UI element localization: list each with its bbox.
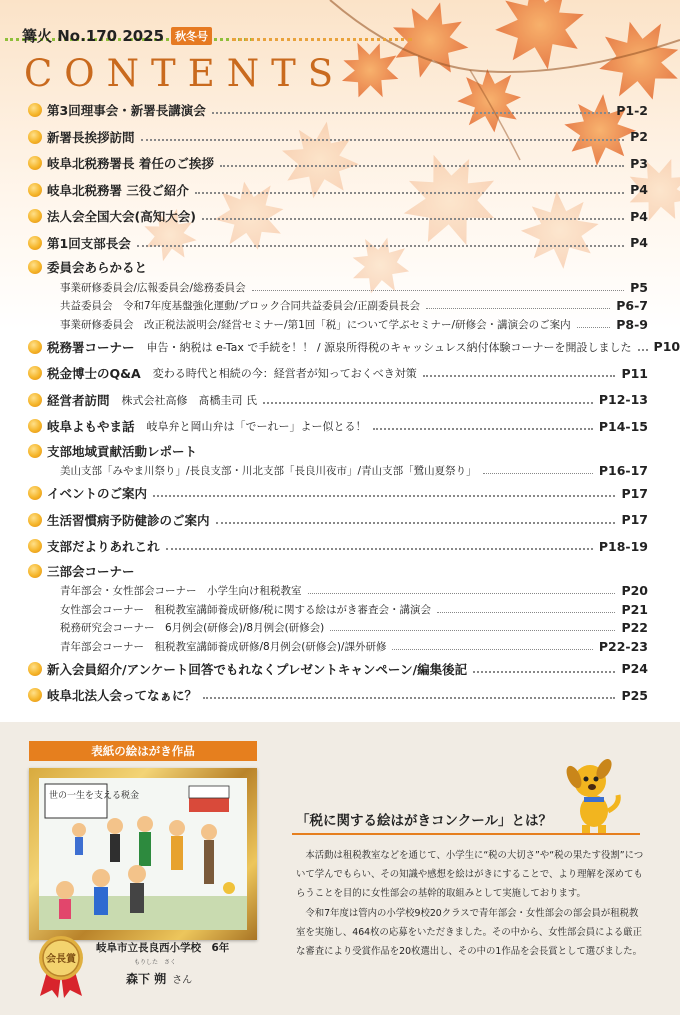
toc-entry[interactable] — [28, 124, 648, 151]
toc-subentry[interactable] — [28, 582, 648, 601]
bullet-icon — [28, 130, 42, 144]
toc-entry[interactable] — [28, 560, 648, 582]
toc-subentry-page: P5 — [630, 279, 648, 295]
toc-entry-page: P24 — [621, 661, 648, 677]
dot-leader — [263, 402, 593, 404]
toc-entry-title: 支部地域貢献活動レポート — [47, 443, 198, 459]
dot-leader — [577, 327, 611, 328]
children-drawing-illustration — [39, 778, 247, 930]
contents-title: CONTENTS — [24, 52, 346, 95]
cover-heading: 表紙の絵はがき作品 — [29, 741, 257, 761]
season-badge: 秋冬号 — [171, 27, 212, 45]
toc-entry-title: 支部だよりあれこれ — [47, 539, 160, 555]
toc-entry-title: 岐阜北法人会ってなぁに？ — [47, 688, 198, 704]
toc-subentry-title: 青年部会コーナー 租税教室講師養成研修/8月例会(研修会)/課外研修 — [60, 640, 387, 653]
bullet-icon — [28, 393, 42, 407]
toc-subentry-title: 共益委員会 令和7年度基盤強化運動/ブロック合同共益委員会/正副委員長会 — [60, 300, 421, 313]
cover-artwork — [39, 778, 247, 930]
dot-leader — [195, 192, 624, 194]
bullet-icon — [28, 103, 42, 117]
toc-subentry-page: P21 — [621, 601, 648, 617]
toc-entry[interactable] — [28, 533, 648, 560]
toc-entry-description: 岐阜弁と岡山弁は「でーれー」よー似とる！ — [146, 420, 367, 434]
dot-leader — [153, 495, 615, 497]
about-title: 「税に関する絵はがきコンクール」とは？ — [296, 813, 552, 829]
toc-entry-title: イベントのご案内 — [47, 486, 148, 502]
toc-entry[interactable] — [28, 177, 648, 204]
dot-leader — [426, 308, 610, 309]
toc-entry-title: 経営者訪問 — [47, 392, 110, 408]
dog-mascot-icon — [560, 755, 626, 835]
dot-leader — [638, 349, 648, 351]
toc-subentry[interactable] — [28, 637, 648, 656]
bullet-icon — [28, 513, 42, 527]
toc-entry-title: 新入会員紹介/アンケート回答でもれなくプレゼントキャンペーン/編集後記 — [47, 661, 468, 677]
bullet-icon — [28, 183, 42, 197]
bullet-icon — [28, 662, 42, 676]
drawing-caption: 世の一生を支える税金 — [49, 791, 140, 801]
about-paragraph-2: 令和7年度は管内の小学校9校20クラスで青年部会・女性部会の部会員が租税教室を実施し、464枚の応募をいただきました。その中から、女性部会員による厳正な審査により受賞作品を20枚選出し、その中の1作品を会長賞として選びました。 — [296, 907, 643, 958]
dot-leader — [483, 473, 593, 474]
toc-subentry-title: 美山支部「みやま川祭り」/長良支部・川北支部「長良川夜市」/青山支部「鷺山夏祭り」 — [60, 465, 477, 478]
student-honorific: さん — [172, 975, 193, 986]
toc-entry-page: P14-15 — [598, 418, 648, 434]
toc-entry-description: 変わる時代と相続の今：経営者が知っておくべき対策 — [152, 367, 417, 381]
dot-leader — [308, 593, 616, 594]
issue-label — [22, 25, 212, 46]
toc-entry-title: 岐阜北税務署 三役ご紹介 — [47, 182, 189, 198]
bullet-icon — [28, 366, 42, 380]
dot-leader — [423, 375, 616, 377]
dot-leader — [141, 139, 625, 141]
toc-entry-title: 生活習慣病予防健診のご案内 — [47, 512, 210, 528]
toc-entry-title: 法人会全国大会(高知大会) — [47, 209, 196, 225]
artwork-credit — [96, 940, 229, 987]
cover-artwork-frame — [29, 768, 257, 940]
bullet-icon — [28, 340, 42, 354]
toc-entry[interactable] — [28, 150, 648, 177]
toc-subentry-title: 女性部会コーナー 租税教室講師養成研修/税に関する絵はがき審査会・講演会 — [60, 603, 432, 616]
dot-leader — [373, 428, 593, 430]
bullet-icon — [28, 688, 42, 702]
toc-entry-title: 岐阜北税務署長 着任のご挨拶 — [47, 156, 214, 172]
toc-entry-page: P17 — [621, 512, 648, 528]
toc-subentry-title: 事業研修委員会/広報委員会/総務委員会 — [60, 281, 246, 294]
about-title-underline — [292, 833, 640, 835]
toc-entry-title: 税務署コーナー — [47, 339, 135, 355]
toc-entry[interactable] — [28, 440, 648, 462]
toc-entry-title: 委員会あらかると — [47, 260, 148, 275]
toc-subentry-page: P22-23 — [598, 638, 648, 654]
toc-subentry-title: 事業研修委員会 改正税法説明会/経営セミナー/第1回「税」について学ぶセミナー/研修会・講演会のご案内 — [60, 318, 571, 331]
bullet-icon — [28, 444, 42, 458]
dot-leader — [330, 630, 615, 631]
student-name-line — [126, 970, 229, 987]
about-paragraph-1: 本活動は租税教室などを通じて、小学生に“税の大切さ”や“税の果たす役割”について学んでもらい、その知識や感想を絵はがきにすることで、より理解を深めてもらうことを目的に女性部会の基幹的取組みとして実施しております。 — [296, 850, 644, 900]
header-dotted-line-orange — [232, 38, 412, 43]
toc-entry[interactable] — [28, 256, 648, 278]
toc-subentry-title: 青年部会・女性部会コーナー 小学生向け租税教室 — [60, 585, 302, 598]
toc-entry-page: P10 — [653, 339, 680, 355]
toc-entry-description: 申告・納税は e-Tax で手続を！！ / 源泉所得税のキャッシュレス納付体験コーナーを開設しました — [146, 340, 632, 354]
toc-subentry-page: P8-9 — [616, 316, 648, 332]
toc-entry[interactable] — [28, 387, 648, 414]
bullet-icon — [28, 260, 42, 274]
about-body — [296, 846, 644, 961]
toc-entry-page: P11 — [621, 365, 648, 381]
award-label: 会長賞 — [46, 954, 76, 965]
toc-entry-page: P18-19 — [598, 538, 648, 554]
dot-leader — [220, 165, 624, 167]
toc-entry-title: 税金博士のQ&A — [47, 366, 141, 382]
student-name-ruby: もりした さく — [134, 959, 177, 966]
toc-entry[interactable] — [28, 413, 648, 440]
dot-leader — [203, 697, 615, 699]
school-name: 岐阜市立長良西小学校 6年 — [96, 942, 230, 954]
bullet-icon — [28, 419, 42, 433]
toc-entry-page: P17 — [621, 485, 648, 501]
toc-entry-page: P1-2 — [616, 102, 648, 118]
toc-subentry[interactable] — [28, 278, 648, 297]
toc-entry-page: P4 — [630, 208, 648, 224]
student-name: 森下 朔 — [126, 972, 167, 986]
bullet-icon — [28, 156, 42, 170]
toc-subentry[interactable] — [28, 297, 648, 316]
toc-entry[interactable] — [28, 334, 680, 361]
bullet-icon — [28, 564, 42, 578]
bullet-icon — [28, 209, 42, 223]
toc-entry-page: P3 — [630, 155, 648, 171]
toc-subentry-page: P20 — [621, 583, 648, 599]
dot-leader — [166, 548, 593, 550]
toc-subentry[interactable] — [28, 315, 648, 334]
toc-subentry-title: 税務研究会コーナー 6月例会(研修会)/8月例会(研修会) — [60, 622, 325, 635]
toc-subentry-page: P6-7 — [616, 298, 648, 314]
toc-entry[interactable] — [28, 682, 648, 709]
dot-leader — [437, 612, 615, 613]
toc-subentry[interactable] — [28, 619, 648, 638]
dot-leader — [212, 112, 611, 114]
dot-leader — [252, 290, 625, 291]
toc-subentry-page: P22 — [621, 620, 648, 636]
toc-entry-description: 株式会社高修 髙橋圭司 氏 — [121, 393, 258, 407]
toc-entry-title: 新署長挨拶訪問 — [47, 129, 135, 145]
toc-entry-page: P12-13 — [598, 392, 648, 408]
toc-entry[interactable] — [28, 507, 648, 534]
toc-entry[interactable] — [28, 480, 648, 507]
toc-entry-title: 第1回支部長会 — [47, 235, 131, 251]
toc-entry-page: P4 — [630, 235, 648, 251]
award-medal-icon — [36, 934, 86, 998]
dot-leader — [202, 218, 624, 220]
table-of-contents — [28, 97, 680, 709]
bullet-icon — [28, 539, 42, 553]
toc-entry[interactable] — [28, 656, 648, 683]
bullet-icon — [28, 486, 42, 500]
toc-entry-page: P2 — [630, 129, 648, 145]
toc-entry-title: 岐阜よもやま話 — [47, 419, 135, 435]
toc-entry-page: P4 — [630, 182, 648, 198]
dot-leader — [216, 522, 616, 524]
toc-entry-title: 三部会コーナー — [47, 563, 135, 579]
dot-leader — [392, 649, 592, 650]
toc-entry-title: 第3回理事会・新署長講演会 — [47, 103, 206, 119]
toc-entry[interactable] — [28, 360, 648, 387]
dot-leader — [473, 671, 615, 673]
dot-leader — [137, 245, 624, 247]
toc-subentry[interactable] — [28, 600, 648, 619]
toc-entry[interactable] — [28, 230, 648, 257]
toc-entry-page: P25 — [621, 687, 648, 703]
toc-entry[interactable] — [28, 203, 648, 230]
toc-subentry[interactable] — [28, 462, 648, 481]
issue-number: 篝火 No.170 2025 — [22, 27, 165, 45]
toc-subentry-page: P16-17 — [598, 463, 648, 479]
toc-entry[interactable] — [28, 97, 648, 124]
bullet-icon — [28, 236, 42, 250]
